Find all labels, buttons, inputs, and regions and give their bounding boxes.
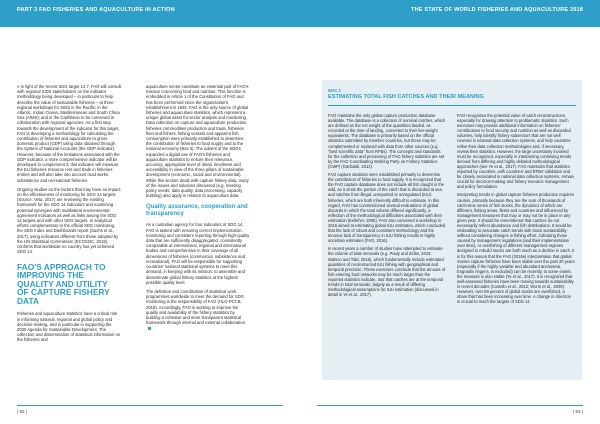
left-footer-rule (17, 405, 283, 406)
box-title: ESTIMATING TOTAL FISH CATCHES AND THEIR MEANING (328, 94, 484, 100)
sub-heading: Quality assurance, cooperation and transparency (146, 204, 248, 218)
paragraph: » In light of the recent SDG target 14.7, FAO will consult with regional SIDS stakeholders on the indicator methodology being developed – in particular to help describe the value of sustainable fisheries – at three regional workshops for SIDS in the Pacific; in the Atlantic, Indian Ocean, Mediterranean and South China Sea (AIMS); and in the Caribbean to be convened in collaboration with regional agencies. As a first step towards the development of the indicator for this target, FAO is developing a methodology for calculating the contribution of fisheries and aquaculture to gross domestic product (GDP) using data obtained through the System of National Accounts (the GDP indicator). However, because of the limitations associated with the GDP indicator, a more comprehensive indicator will be developed to complement it; this indicator will measure the EU fisheries resource rent and trade in fisheries entries and will also take into account road works, subsistence and recreational fisheries. (17, 84, 121, 183)
box-label: BOX 3 (328, 88, 341, 93)
right-header-bar (300, 0, 600, 27)
paragraph: Ongoing studies on the factors that may have an impact on the effectiveness of monitoring for SDG 14 targets (Source: Veta, 2017) are reviewing the existing framework for the SDG 14 indicators and examining potential synergies with multilateral environmental agreement indicators as well as links among the SDG 14 targets and with other SDG targets. In analytical efforts complementary to the official SDG monitoring, the SDG Index and Dashboards report (Sachs et al., 2017), using indicators different from those adopted by the UN Statistical Commission (ECOSOC, 2019), confirms that worldwide no country has yet achieved SDG 14. (17, 186, 121, 255)
section-heading: FAO'S APPROACH TO IMPROVING THE QUALITY AND UTILITY OF CAPTURE FISHERY DATA (17, 261, 110, 306)
paragraph: As a custodian agency for four indicators of SDG 14, FAO is tasked with ensuring correct implementation, monitoring and consistent reporting through high-quality data that are sufficiently disaggregated, consistently comparable at international, regional and international bodies and comprehensive in their coverage of all dimensions of fisheries (commercial, subsistence and recreational). FAO will be responsible for supporting countries' national statistical systems to meet this demand, in keeping with its mission: to assemble and disseminate global fishery statistics at the highest possible quality level. (146, 222, 250, 285)
right-page (300, 0, 600, 424)
left-column-1 (17, 84, 121, 347)
paragraph: FAO maintains the only global capture production database available. The database is a collection of nominal catches, which are defined as the net weight of the quantities landed, as recorded at the time of landing, converted to their live-weight equivalents. The database is primarily based on the official statistics submitted by member countries, but these may be complemented or replaced with data from other sources (e.g. "best scientific data" from RFBs). The concepts and standards for the collection and processing of FAO fishery statistics are set by the FAO Coordinating Working Party on Fishery Statistics (CWP) (Garibaldi, 2012). (328, 113, 446, 169)
paragraph: FAO capture statistics were established primarily to determine the contribution of fisheries to food supply. It is recognized that the FAO capture database does not include all fish caught in the wild, as it omits the portion of the catch that is discarded at sea and catches from illegal, unreported or unregulated (IUU) fisheries, which are both inherently difficult to estimate. In this regard, FAO has commissioned several evaluations of global discards in which the total volume differed significantly, a reflection of the methodological difficulties associated with their estimation (Kelleher, 2005). FAO also convened a workshop in 2015 aimed at estimating global IUU estimates, which concluded that the lack of robust and consistent methodology and the tenuous lack of transparency in IUU fishing results in highly uncertain estimates (FAO, 2016). (328, 172, 446, 244)
left-column-2 (146, 84, 250, 335)
paragraph: Interpreting trends in global capture fisheries production requires caution, primarily because they are the sum of thousands of catch-time series of fish stocks, the dynamics of which are different, fishing areas, fleets and countries and influenced by management measures that may or may not be in place in any given year. It should be remembered that catches do not necessarily reflect abundance and fish distributions. It would be misleading to associate catch trends with stock sustainability without considering changes in fishing effort, indicating those caused by management regulations (and their implementation over time), or overfishing of different management regimes designed to rebuild stocks are both much as a decline in catch. It is for this reason that the FAO (2016e) interpretation that global marine capture fisheries have been stable over the past 20 years (especially if the highly variable and abundant anchoveta, Engraulis ringens, is excluded) can be recently, to some extent, the measure is also stable (Ye et al., 2017). It is recognized that well-assessed fisheries have been moving towards sustainability in recent decades (Costello et al., 2012; Worm et al., 2009). However, over 80 percent of global stocks are overfished, a share that has been increasing over time. A change in direction is crucial to reach the targets of SDG 14. (457, 192, 575, 305)
paragraph: aquaculture sector constitute an essential part of FAO's mission concerning food and nutrition. This function is embedded in Article 1 of the Constitution of FAO and has been performed since the organization's establishment in 1945. FAO is the only source of global fisheries and aquaculture statistics, which represent a unique global asset for sector analysis and monitoring. Data collection on capture and aquaculture production, fisheries commodities production and trade, fisheries fleet and fishers, fishing vessels and apparent fish consumption were primarily established to determine the contribution of fisheries to food supply and to the national economy (Box 3). The advent of the SDGs expanded a digital use of FAO's fisheries and aquaculture statistics to ensure their relevance, accuracy, appropriate level of detail, timeliness and accessibility in view of the three pillars of sustainable development (economic, social and environmental). While this section deals with capture fishery data, many of the issues and solutions discussed (e.g. meeting policy needs, data quality, data processing, capacity building) also apply in relation to aquaculture data. (146, 84, 249, 199)
right-header-title: THE STATE OF WORLD FISHERIES AND AQUACULTURE 2018 (411, 7, 583, 13)
paragraph: Fisheries and aquaculture statistics have a critical role in informing national, regional and global policy and decision-making, and in particular in supporting the 2030 Agenda for Sustainable Development. The collection and dissemination of statistical information on the fisheries and (17, 311, 121, 343)
right-page-number: | 93 | (572, 409, 583, 414)
box-column-2 (457, 113, 575, 307)
left-header-bar (0, 0, 300, 27)
paragraph: FAO recognizes the potential value of catch reconstructions, especially for drawing attention to problematic statistics. Such exercises may provide additional information on fisheries' contributions to food security and nutrition as well as discarded volumes, help identify fishery subsectors that are not well covered in national data collection systems, and help countries refine their data collection methodologies and, if necessary, review their statistics. However, the large uncertainty involved must be recognized, especially in interpreting continuing trends derived from differing and highly debated methodological approaches (see Ye et al., 2017). FAO maintains that statistics reported by countries, with countries' and RFBs' validation and be closely associated in national data collection systems, remain crucial for decision-making and fishery resource management and policy formulation. (457, 113, 574, 190)
box-3 (322, 80, 582, 380)
paragraph: In recent years a number of studies have attempted to estimate the volume of total removals (e.g. Pauly and Zeller, 2016; Watson and Tidd, 2018), which fundamentally include estimated quantities of reconstructed IUU fishing with geographical and temporal precision. These exercises conclude that the amount of fish entering food networks may be much larger than the reported statistics indicate, and that catches are at the temporal trends in total removals, largely as a result of differing methodological assumptions for IUU estimation (discussed in detail in Ye et al., 2017). (328, 246, 446, 298)
box-title-rule (328, 105, 576, 106)
continuation-mark: » (17, 84, 20, 89)
paragraph: The definition and coordination of statistical work programmes worldwide to meet the demand for SDG monitoring is the responsibility of FAO (HLG-PCCB, 2018). Accordingly, FAO is working to improve the quality and availability of the fishery statistics by building a cohesive and more transparent statistical framework through internal and external collaboration. (146, 289, 250, 331)
left-header-title: PART 3 FAO FISHERIES AND AQUACULTURE IN ACTION (17, 7, 175, 13)
end-of-section-icon (148, 327, 151, 330)
left-page-number: | 92 | (17, 409, 28, 414)
right-footer-rule (317, 405, 583, 406)
box-column-1 (328, 113, 446, 300)
